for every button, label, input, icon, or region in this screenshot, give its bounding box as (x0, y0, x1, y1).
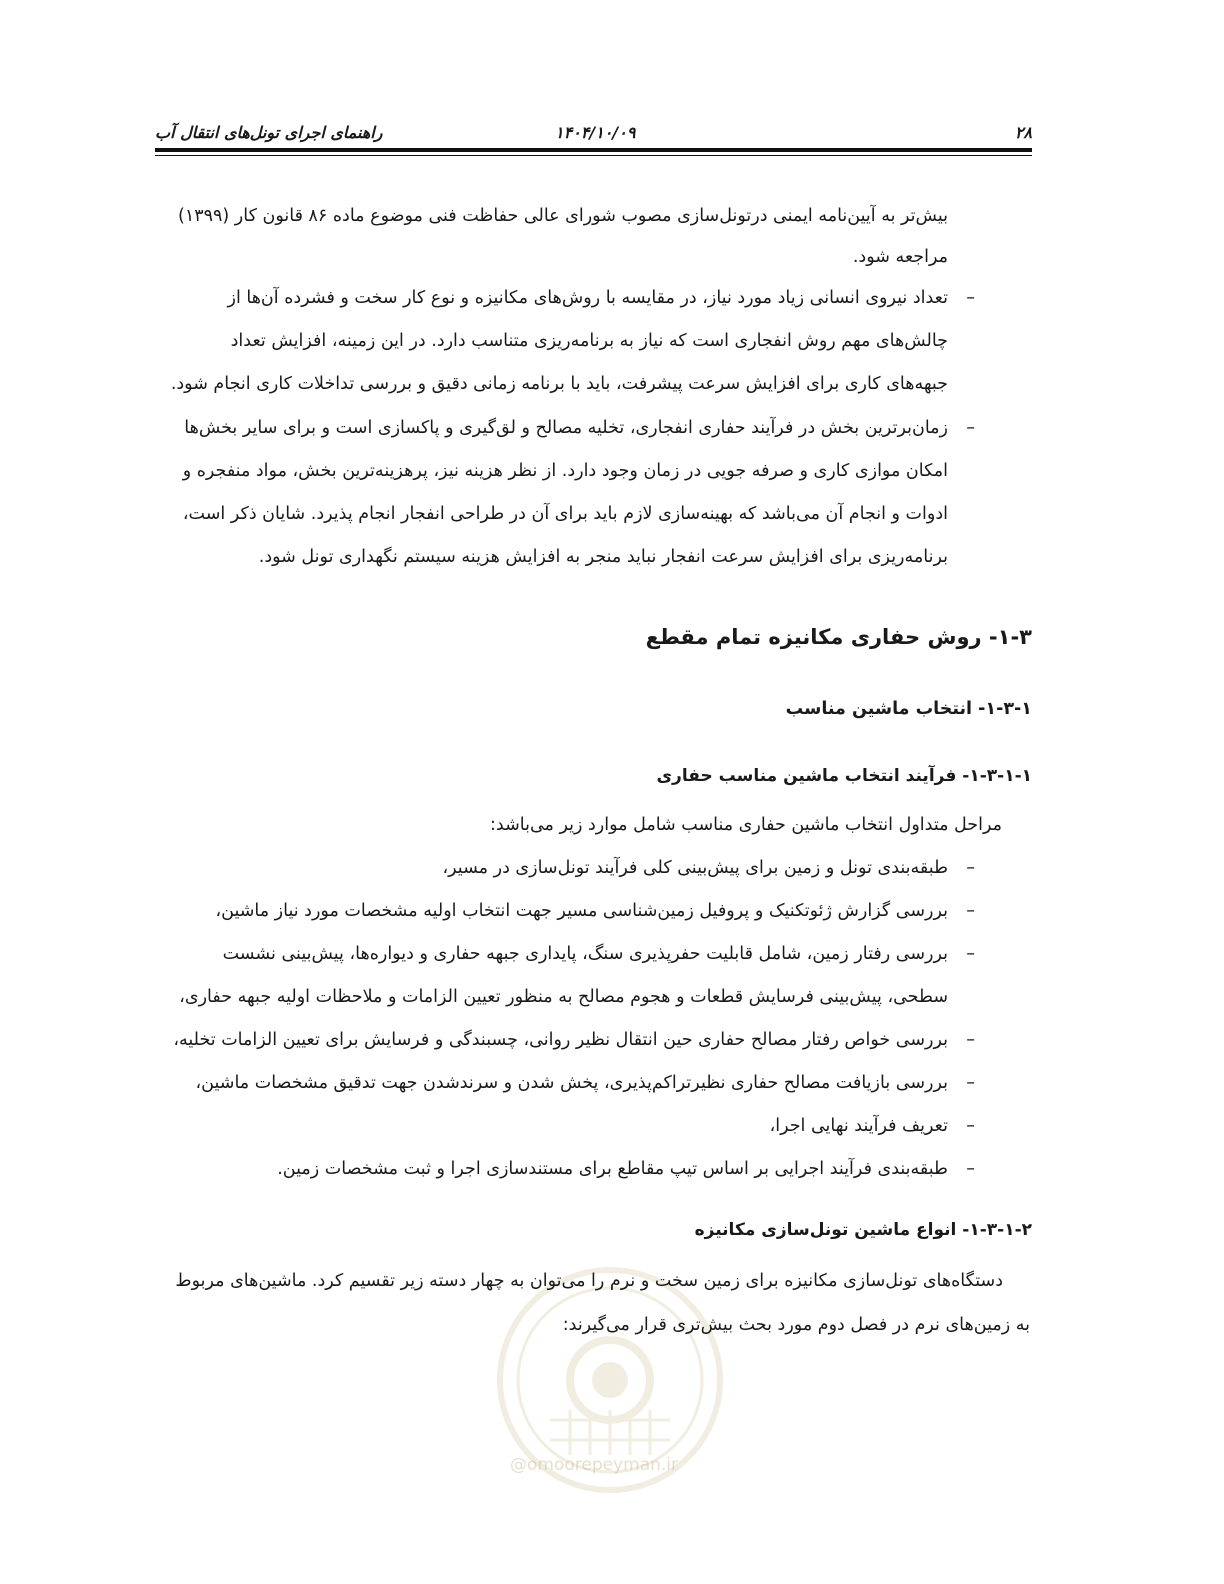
text-line: بیش‌تر به آیین‌نامه ایمنی درتونل‌سازی مصوب شورای عالی حفاظت فنی موضوع ماده ۸۶ قانون کار (۱۳۹۹) (177, 206, 948, 226)
section-heading: ۱-۳- روش حفاری مکانیزه تمام مقطع (645, 625, 1032, 649)
text-line: مراجعه شود. (852, 247, 948, 267)
list-intro: مراحل متداول انتخاب ماشین حفاری مناسب شامل موارد زیر می‌باشد: (490, 815, 1002, 835)
header-rule-thick (155, 148, 1032, 152)
dash-mark: – (966, 1159, 975, 1179)
paragraph-machine-types (158, 1271, 1030, 1351)
dash-mark: – (966, 858, 975, 878)
list-item: بررسی خواص رفتار مصالح حفاری حین انتقال نظیر روانی، چسبندگی و فرسایش برای تعیین الزامات تخلیه، (173, 1030, 948, 1050)
text-line: برنامه‌ریزی برای افزایش سرعت انفجار نباید منجر به افزایش هزینه سیستم نگهداری تونل شود. (258, 547, 948, 567)
dash-mark: – (966, 1030, 975, 1050)
list-item: بررسی گزارش ژئوتکنیک و پروفیل زمین‌شناسی مسیر جهت انتخاب اولیه مشخصات مورد نیاز ماشین، (215, 901, 948, 921)
text-line: زمان‌برترین بخش در فرآیند حفاری انفجاری، تخلیه مصالح و لق‌گیری و پاکسازی است و برای سایر بخش‌ها (184, 418, 948, 438)
dash-mark: – (966, 901, 975, 921)
subsubsection-heading: ۱-۳-۱-۱- فرآیند انتخاب ماشین مناسب حفاری (656, 766, 1032, 786)
dash-mark: – (966, 1073, 975, 1093)
dash-mark: – (966, 944, 975, 964)
list-item: بررسی بازیافت مصالح حفاری نظیرتراکم‌پذیری، پخش شدن و سرندشدن جهت تدقیق مشخصات ماشین، (195, 1073, 948, 1093)
bullet-item (158, 288, 975, 408)
list-item: بررسی رفتار زمین، شامل قابلیت حفرپذیری سنگ، پایداری جبهه حفاری و دیواره‌ها، پیش‌بینی نشست (222, 944, 948, 964)
paragraph-continuation (158, 206, 948, 276)
list-item: طبقه‌بندی تونل و زمین برای پیش‌بینی کلی فرآیند تونل‌سازی در مسیر، (442, 858, 948, 878)
text-line: چالش‌های مهم روش انفجاری است که نیاز به برنامه‌ریزی متناسب دارد. در این زمینه، افزایش تعداد (230, 331, 948, 351)
subsection-heading: ۱-۳-۱- انتخاب ماشین مناسب (785, 699, 1032, 719)
list-item: طبقه‌بندی فرآیند اجرایی بر اساس تیپ مقاطع برای مستندسازی اجرا و ثبت مشخصات زمین. (277, 1159, 948, 1179)
text-line: ادوات و انجام آن می‌باشد که بهینه‌سازی لازم باید برای آن در طراحی انفجار انجام پذیرد. شایان ذکر است، (182, 504, 948, 524)
page-header (155, 117, 1032, 147)
text-line: تعداد نیروی انسانی زیاد مورد نیاز، در مقایسه با روش‌های مکانیزه و نوع کار سخت و فشرده آن‌ها از (227, 288, 948, 308)
text-line: امکان موازی کاری و صرفه جویی در زمان وجود دارد. از نظر هزینه نیز، پرهزینه‌ترین بخش، مواد منفجره و (182, 461, 948, 481)
text-line: به زمین‌های نرم در فصل دوم مورد بحث بیش‌تری قرار می‌گیرند: (562, 1315, 1030, 1335)
dash-mark: – (966, 1116, 975, 1136)
selection-steps-list (158, 858, 975, 1188)
watermark-url: @omoorepeyman.ir (510, 1455, 679, 1475)
header-rule-thin (155, 155, 1032, 156)
bullet-item (158, 418, 975, 578)
text-line: دستگاه‌های تونل‌سازی مکانیزه برای زمین سخت و نرم را می‌توان به چهار دسته زیر تقسیم کرد. ماشین‌های مربوط (175, 1271, 1003, 1291)
header-date: ۱۴۰۴/۱۰/۰۹ (555, 123, 636, 142)
text-line: جبهه‌های کاری برای افزایش سرعت پیشرفت، باید با برنامه زمانی دقیق و بررسی تداخلات کاری انجام شود. (170, 374, 948, 394)
dash-mark: – (966, 418, 975, 438)
list-item: تعریف فرآیند نهایی اجرا، (769, 1116, 948, 1136)
list-item-continuation: سطحی، پیش‌بینی فرسایش قطعات و هجوم مصالح به منظور تعیین الزامات و ملاحظات اولیه جبهه حفاری، (179, 987, 948, 1007)
page-number: ۲۸ (1014, 123, 1032, 142)
subsubsection-heading: ۱-۳-۱-۲- انواع ماشین تونل‌سازی مکانیزه (694, 1220, 1032, 1240)
dash-mark: – (966, 288, 975, 308)
header-title: راهنمای اجرای تونل‌های انتقال آب (155, 123, 383, 142)
